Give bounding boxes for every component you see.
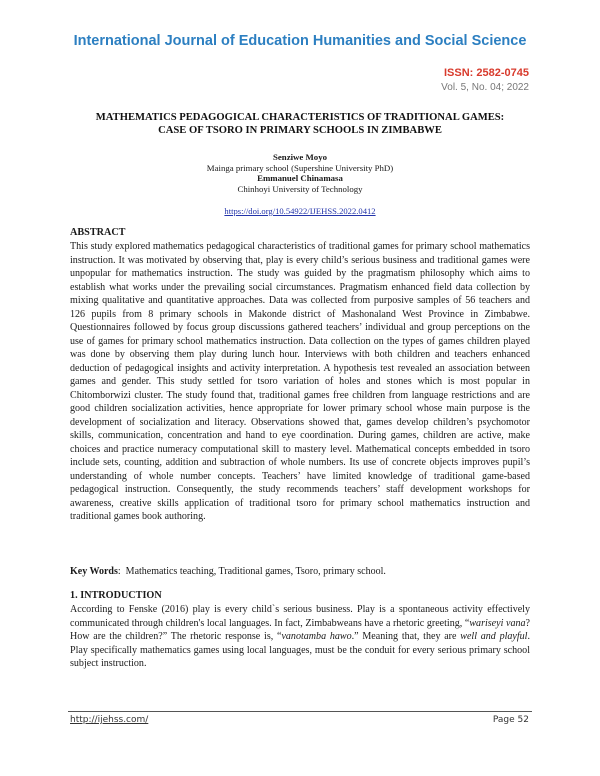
intro-shona-phrase: vanotamba hawo [281,631,352,642]
keywords-text: Mathematics teaching, Traditional games, Tsoro, primary school. [125,566,386,577]
intro-emphasis: well and playful [460,631,528,642]
author-affiliation: Chinhoyi University of Technology [237,183,363,194]
journal-title: International Journal of Education Humanities and Social Science [73,33,527,49]
article-title [70,111,530,137]
volume-issue: Vol. 5, No. 04; 2022 [441,82,529,93]
intro-text-part: .” Meaning that, they are [351,631,461,642]
introduction-paragraph [70,603,530,671]
author-name: Senziwe Moyo [273,152,327,162]
intro-text-part: According to Fenske (2016) play is every child`s serious business. Play is a spontaneous activity effectively communicated through children's local languages. In fact, Zimbabweans have a rhetoric greeting, “ [70,604,530,629]
intro-shona-phrase: wariseyi vana [469,617,526,629]
article-title-line-1: MATHEMATICS PEDAGOGICAL CHARACTERISTICS OF TRADITIONAL GAMES: [95,112,505,123]
author-block [70,152,530,194]
keywords-colon: : [117,566,126,577]
intro-text-part: . Play specifically mathematics games using local languages, must be the conduit for every serious primary school subject instruction. [70,631,530,669]
introduction-heading: 1. INTRODUCTION [70,590,162,601]
footer-divider [68,711,532,712]
footer-journal-link[interactable]: http://ijehss.com/ [70,715,149,725]
keywords-label: Key Words [70,566,118,577]
issn: ISSN: 2582-0745 [444,67,529,79]
article-title-line-2: CASE OF TSORO IN PRIMARY SCHOOLS IN ZIMBABWE [158,125,442,136]
abstract-heading: ABSTRACT [70,227,126,238]
author-affiliation: Mainga primary school (Supershine University PhD) [206,162,394,173]
keywords-line [70,566,530,577]
page-number: Page 52 [492,715,529,725]
doi-link[interactable]: https://doi.org/10.54922/IJEHSS.2022.0412 [224,206,376,216]
abstract-text: This study explored mathematics pedagogical characteristics of traditional games for primary school mathematics instruction. It was motivated by observing that, play is every child’s serious business and traditional games were unpopular for mathematics instruction. The study was guided by the pragmatism philosophy which aims to establish what works under the prevailing social circumstances. Pragmatism enhanced field data collection by mixing qualitative and quantitative approaches. Data was collected from purposive samples of 56 teachers and 126 pupils from 8 primary schools in Makonde district of Mashonaland West Province in Zimbabwe. Questionnaires followed by focus group discussions gathered teachers’ individual and group perceptions on the use of games for primary school mathematics instruction. Data collection on the types of games children played was done by observing them play during lunch hour. Interviews with both children and teachers enhanced deduction of pedagogical insights and activity interpretation. A hypothesis test revealed an association between games and gender. This study settled for tsoro variation of holes and stones which is most popular in Chitomborwizi cluster. The study found that, traditional games free children from language restrictions and are good children socialization activities, hence appropriate for lower primary school whose main purpose is the development of socialization and literacy. Observations showed that, games develop children’s psychomotor skills, communication, concentration and hand to eye coordination. During games, children are active, make choices and practice numeracy computational skill to mastery level. Mathematical concepts embedded in tsoro include sets, counting, addition and subtraction of whole numbers. Its use of concrete objects improves pupil’s understanding of whole number concepts. Teachers’ have limited knowledge of traditional game-based pedagogical instruction. Consequently, the study recommends teachers’ staff development workshops for awareness, creative skills application of traditional tsoro for primary school mathematics instruction and traditional games book authoring. [70,241,530,522]
intro-text-part: ? How are the children?” The rhetoric response is, “ [70,617,530,642]
author-name: Emmanuel Chinamasa [257,173,343,183]
